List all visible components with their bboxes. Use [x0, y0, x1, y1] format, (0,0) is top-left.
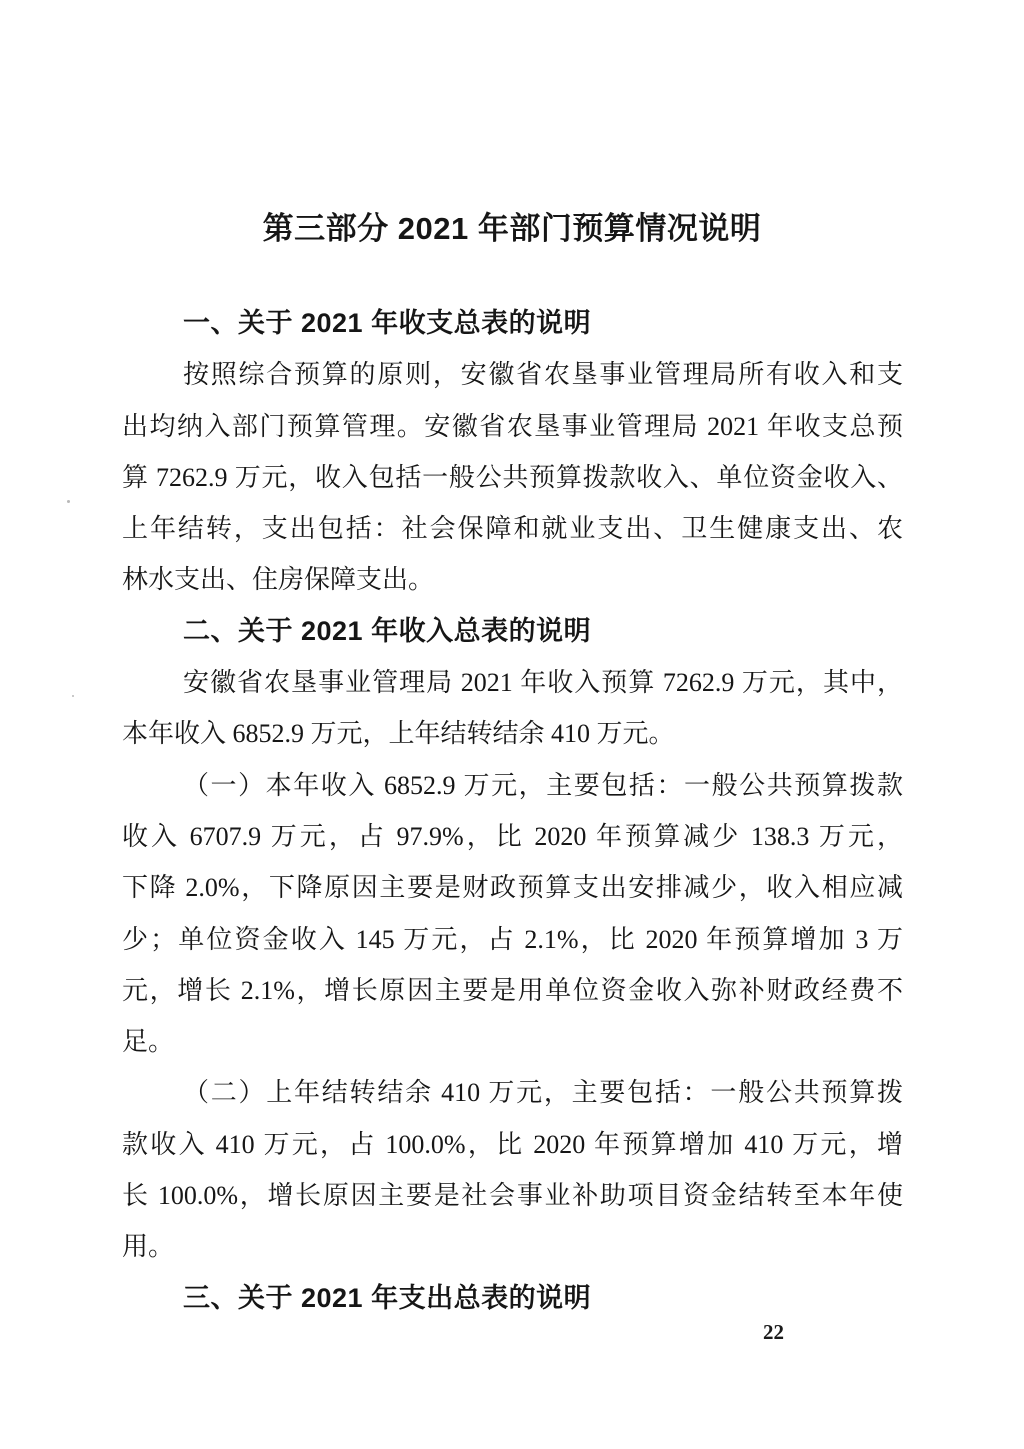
paragraph-line: 少；单位资金收入 145 万元，占 2.1%，比 2020 年预算增加 3 万 [122, 924, 903, 954]
paragraph-line: （二）上年结转结余 410 万元，主要包括：一般公共预算拨 [183, 1078, 903, 1108]
paragraph-line: 用。 [122, 1232, 175, 1262]
paragraph-line: 款收入 410 万元，占 100.0%，比 2020 年预算增加 410 万元，增 [122, 1129, 903, 1159]
paragraph-line: 出均纳入部门预算管理。安徽省农垦事业管理局 2021 年收支总预 [122, 411, 903, 441]
scan-speck [72, 695, 74, 697]
page-number: 22 [763, 1320, 784, 1344]
document-title: 第三部分 2021 年部门预算情况说明 [262, 210, 762, 246]
scan-speck [67, 500, 70, 503]
paragraph-line: 长 100.0%，增长原因主要是社会事业补助项目资金结转至本年使 [122, 1181, 903, 1211]
paragraph-line: 上年结转，支出包括：社会保障和就业支出、卫生健康支出、农 [122, 514, 903, 544]
section-2-heading: 二、关于 2021 年收入总表的说明 [183, 615, 592, 646]
document-body [122, 298, 903, 1324]
paragraph-line: （一）本年收入 6852.9 万元，主要包括：一般公共预算拨款 [183, 770, 903, 800]
section-3-heading: 三、关于 2021 年支出总表的说明 [183, 1282, 592, 1313]
section-1-heading: 一、关于 2021 年收支总表的说明 [183, 308, 592, 338]
paragraph-line: 元，增长 2.1%，增长原因主要是用单位资金收入弥补财政经费不 [122, 975, 903, 1005]
paragraph-line: 按照综合预算的原则，安徽省农垦事业管理局所有收入和支 [183, 360, 903, 390]
paragraph-line: 安徽省农垦事业管理局 2021 年收入预算 7262.9 万元，其中， [183, 668, 903, 698]
paragraph-line: 本年收入 6852.9 万元，上年结转结余 410 万元。 [122, 719, 675, 749]
paragraph-line: 林水支出、住房保障支出。 [122, 565, 435, 595]
paragraph-line: 足。 [122, 1027, 175, 1057]
paragraph-line: 算 7262.9 万元，收入包括一般公共预算拨款收入、单位资金收入、 [122, 462, 903, 492]
paragraph-line: 下降 2.0%，下降原因主要是财政预算支出安排减少，收入相应减 [122, 873, 903, 903]
paragraph-line: 收入 6707.9 万元，占 97.9%，比 2020 年预算减少 138.3 万元， [122, 821, 903, 851]
